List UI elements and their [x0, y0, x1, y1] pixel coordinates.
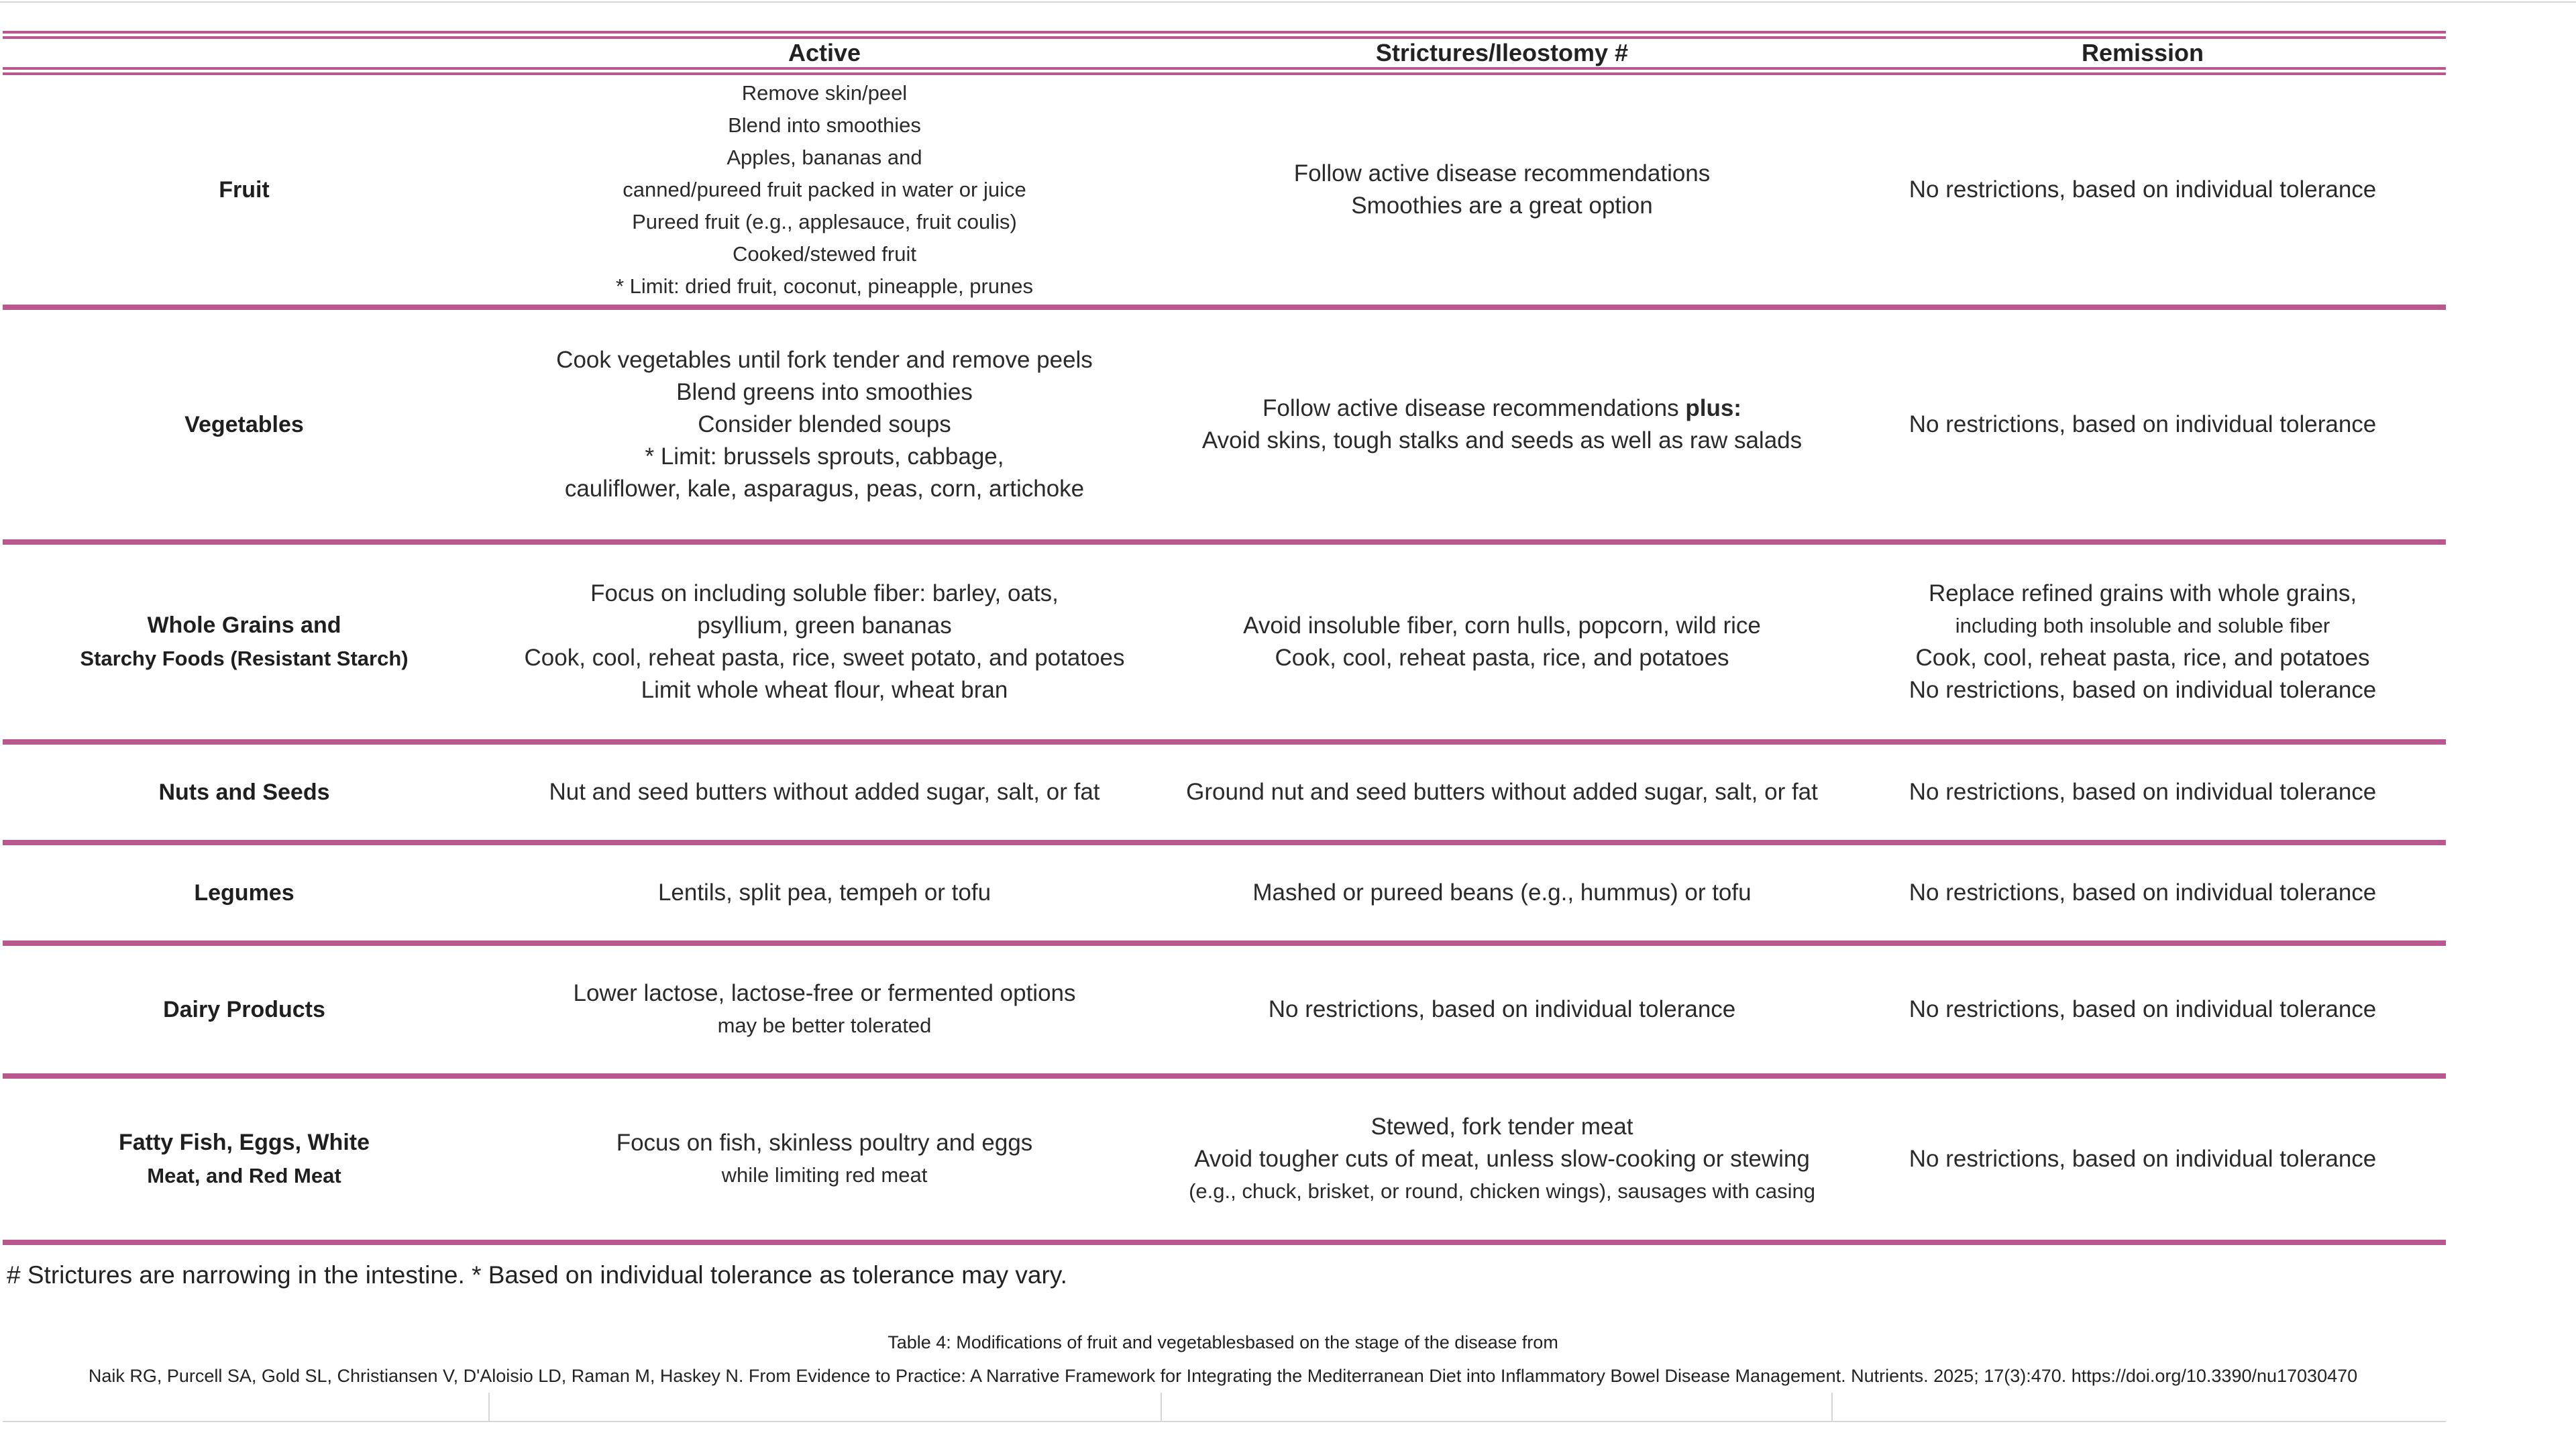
strictures-line: Cook, cool, reheat pasta, rice, and potatoes [1275, 645, 1729, 671]
active-cell [486, 75, 1163, 305]
remission-line: No restrictions, based on individual tolerance [1909, 879, 2377, 906]
category-label: Legumes [194, 880, 294, 906]
strictures-line: (e.g., chuck, brisket, or round, chicken wings), sausages with casing [1189, 1179, 1815, 1203]
active-line: may be better tolerated [717, 1014, 932, 1037]
active-line: while limiting red meat [721, 1163, 928, 1187]
category-label: Meat, and Red Meat [147, 1164, 341, 1187]
active-line: Cook, cool, reheat pasta, rice, sweet potato, and potatoes [524, 645, 1125, 671]
row-meat [3, 1079, 2446, 1245]
active-line: Pureed fruit (e.g., applesauce, fruit coulis) [632, 210, 1017, 233]
category-label: Starchy Foods (Resistant Starch) [80, 647, 409, 670]
header-strictures: Strictures/Ileostomy # [1375, 39, 1629, 66]
strictures-line: Ground nut and seed butters without added sugar, salt, or fat [1186, 779, 1818, 805]
active-line: cauliflower, kale, asparagus, peas, corn, artichoke [564, 476, 1085, 502]
table-header [3, 31, 2446, 75]
header-active: Active [788, 39, 861, 66]
remission-line: No restrictions, based on individual tolerance [1909, 779, 2377, 805]
strictures-line: Avoid insoluble fiber, corn hulls, popcorn, wild rice [1243, 612, 1761, 639]
active-line: Apples, bananas and [727, 146, 922, 169]
active-cell [486, 1079, 1163, 1240]
active-cell [486, 946, 1163, 1073]
remission-cell [1841, 545, 2445, 739]
active-line: Remove skin/peel [741, 81, 908, 105]
header-rule-top [3, 31, 2446, 34]
strictures-line: Avoid skins, tough stalks and seeds as well as raw salads [1201, 427, 1803, 453]
strictures-cell [1163, 310, 1841, 539]
strictures-cell [1163, 1079, 1841, 1240]
bottom-border [3, 1421, 2446, 1422]
category-label: Vegetables [184, 412, 304, 437]
remission-line: No restrictions, based on individual tolerance [1909, 176, 2377, 203]
strictures-line [1263, 392, 1741, 425]
strictures-line: Stewed, fork tender meat [1371, 1114, 1633, 1140]
strictures-line: Mashed or pureed beans (e.g., hummus) or tofu [1252, 879, 1752, 906]
category-cell [3, 946, 486, 1073]
active-line: canned/pureed fruit packed in water or juice [623, 178, 1026, 201]
active-cell [486, 745, 1163, 840]
category-cell [3, 845, 486, 941]
active-line: Cooked/stewed fruit [733, 242, 916, 266]
active-line: Limit whole wheat flour, wheat bran [641, 677, 1008, 703]
strictures-cell [1163, 545, 1841, 739]
remission-cell [1841, 75, 2445, 305]
remission-line: No restrictions, based on individual tolerance [1909, 1146, 2377, 1172]
remission-line: including both insoluble and soluble fiber [1955, 614, 2330, 637]
active-cell [486, 310, 1163, 539]
category-cell [3, 745, 486, 840]
strictures-line: Avoid tougher cuts of meat, unless slow-cooking or stewing [1194, 1146, 1810, 1172]
row-whole-grains [3, 545, 2446, 745]
header-rule-bottom [3, 67, 2446, 70]
active-line: Focus on fish, skinless poultry and eggs [616, 1130, 1033, 1156]
strictures-line: No restrictions, based on individual tolerance [1268, 996, 1736, 1022]
active-line: Lower lactose, lactose-free or fermented options [573, 980, 1076, 1006]
remission-line: Replace refined grains with whole grains, [1928, 580, 2357, 606]
strictures-bold: plus: [1685, 395, 1741, 421]
top-border [0, 1, 2576, 3]
category-label: Nuts and Seeds [158, 780, 330, 805]
category-cell [3, 75, 486, 305]
active-cell [486, 545, 1163, 739]
row-dairy [3, 946, 2446, 1079]
category-label: Whole Grains and [147, 612, 341, 638]
remission-cell [1841, 745, 2445, 840]
remission-line: No restrictions, based on individual tolerance [1909, 996, 2377, 1022]
category-cell [3, 545, 486, 739]
category-cell [3, 1079, 486, 1240]
strictures-line: Follow active disease recommendations [1293, 160, 1711, 186]
strictures-cell [1163, 75, 1841, 305]
header-remission: Remission [2081, 39, 2204, 66]
strictures-line: Smoothies are a great option [1351, 193, 1653, 219]
category-label: Fatty Fish, Eggs, White [118, 1130, 370, 1155]
strictures-cell [1163, 845, 1841, 941]
citation: Naik RG, Purcell SA, Gold SL, Christiansen V, D'Aloisio LD, Raman M, Haskey N. From Evidence to Practice: A Narrative Framework for Integrating the Mediterranean Diet into Inflammatory Bowel Disease Management. Nutrients. 2025; 17(3):470. https://doi.org/10.3390/nu17030470 [88, 1366, 2358, 1386]
footnote: # Strictures are narrowing in the intestine. * Based on individual tolerance as tolerance may vary. [7, 1261, 1067, 1289]
active-line: Cook vegetables until fork tender and remove peels [556, 347, 1093, 373]
remission-cell [1841, 845, 2445, 941]
remission-cell [1841, 1079, 2445, 1240]
active-line: Focus on including soluble fiber: barley, oats, [590, 580, 1059, 606]
active-line: Blend into smoothies [728, 113, 921, 137]
active-line: * Limit: brussels sprouts, cabbage, [645, 443, 1004, 470]
strictures-cell [1163, 745, 1841, 840]
column-divider [1161, 1393, 1162, 1422]
remission-line: Cook, cool, reheat pasta, rice, and potatoes [1915, 645, 2370, 671]
remission-cell [1841, 946, 2445, 1073]
table-caption: Table 4: Modifications of fruit and vegetablesbased on the stage of the disease from [888, 1332, 1558, 1352]
remission-line: No restrictions, based on individual tolerance [1909, 411, 2377, 437]
column-divider [1831, 1393, 1833, 1422]
strictures-prefix: Follow active disease recommendations [1263, 395, 1686, 421]
diet-table [3, 31, 2446, 1245]
row-legumes [3, 845, 2446, 946]
category-label: Dairy Products [163, 997, 325, 1022]
active-line: Nut and seed butters without added sugar, salt, or fat [549, 779, 1100, 805]
category-label: Fruit [219, 177, 270, 203]
active-line: Lentils, split pea, tempeh or tofu [657, 879, 991, 906]
active-cell [486, 845, 1163, 941]
active-line: * Limit: dried fruit, coconut, pineapple, prunes [615, 274, 1034, 298]
row-nuts-seeds [3, 745, 2446, 845]
category-cell [3, 310, 486, 539]
active-line: Consider blended soups [698, 411, 951, 437]
row-fruit [3, 75, 2446, 310]
active-line: psyllium, green bananas [697, 612, 952, 639]
active-line: Blend greens into smoothies [676, 379, 973, 405]
column-divider [488, 1393, 490, 1422]
remission-line: No restrictions, based on individual tolerance [1909, 677, 2377, 703]
strictures-cell [1163, 946, 1841, 1073]
row-vegetables [3, 310, 2446, 545]
remission-cell [1841, 310, 2445, 539]
